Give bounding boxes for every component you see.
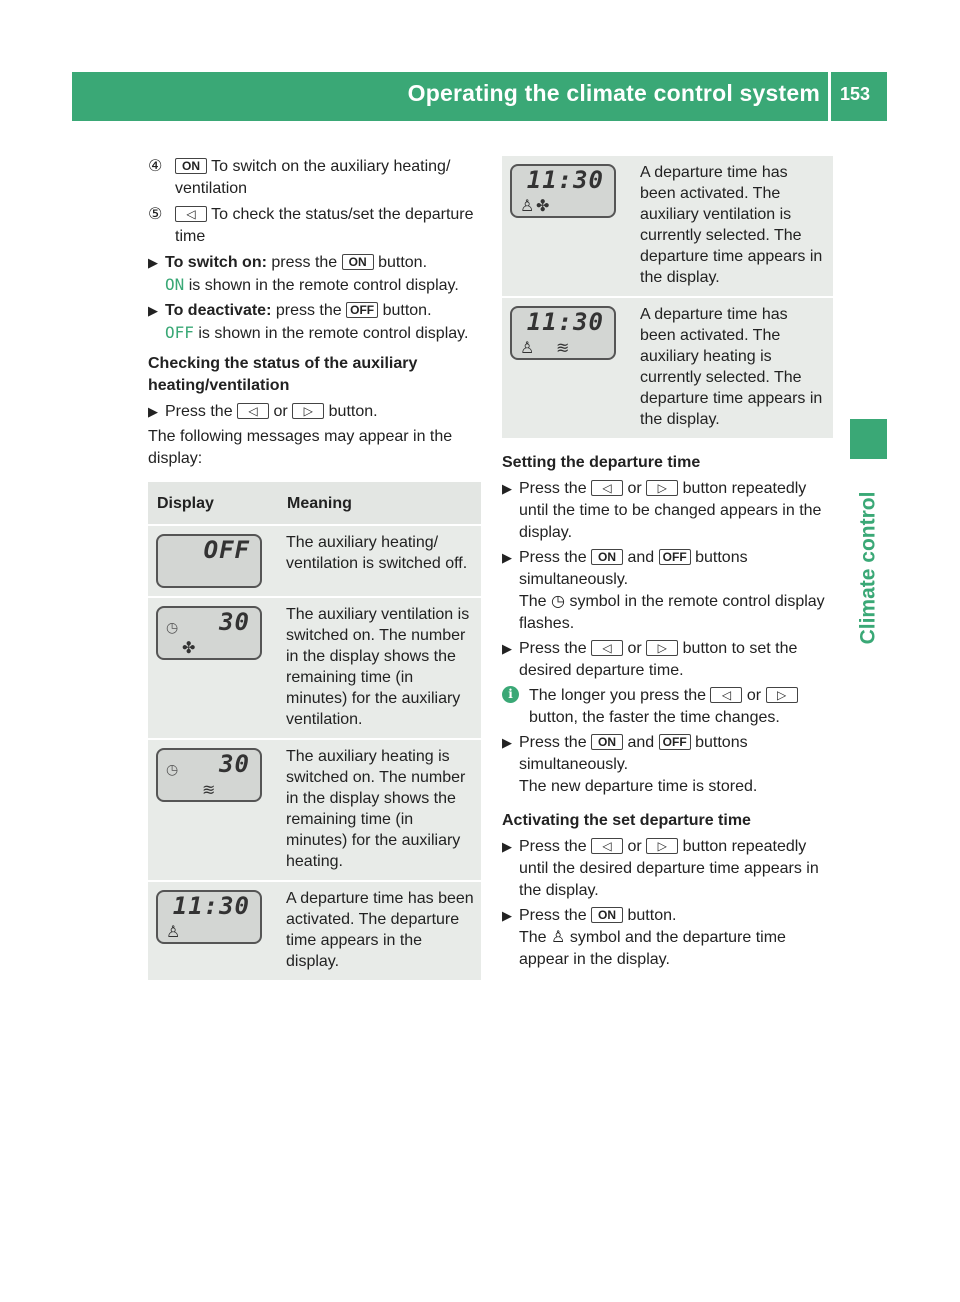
lcd-display [156, 890, 262, 944]
step-continuation: The new departure time is stored. [519, 778, 758, 795]
right-arrow-button: ▷ [646, 640, 678, 656]
side-marker [850, 419, 887, 459]
display-cell [148, 525, 278, 597]
step-continuation [519, 927, 836, 971]
list-item-5 [148, 204, 482, 248]
step-continuation [165, 322, 482, 345]
right-arrow-button: ▷ [646, 838, 678, 854]
meaning-cell: A departure time has been activated. The departure time appears in the display. [278, 881, 481, 980]
table-row [502, 156, 833, 297]
arrow-right-icon: ▶ [502, 735, 512, 750]
step-text: is shown in the remote control display. [198, 325, 469, 342]
display-cell [502, 297, 632, 438]
step-switch-on [148, 252, 482, 297]
table-row [502, 297, 833, 438]
right-arrow-button: ▷ [292, 403, 324, 419]
right-column [502, 156, 836, 974]
left-arrow-button: ◁ [710, 687, 742, 703]
step-text: button. [627, 907, 677, 924]
info-note [502, 685, 836, 729]
intro-text: The following messages may appear in the display: [148, 428, 453, 467]
on-button: ON [591, 907, 623, 923]
display-cell [148, 597, 278, 739]
info-text: or [746, 687, 762, 704]
step-text: Press the [519, 734, 587, 751]
left-arrow-button: ◁ [175, 206, 207, 222]
step-check [148, 401, 482, 423]
lcd-text: 11:30 [526, 166, 604, 194]
right-arrow-button: ▷ [646, 480, 678, 496]
header-separator [828, 72, 831, 121]
step-setting-1 [502, 478, 836, 544]
step-label: To deactivate: [165, 302, 272, 319]
step-activating-2 [502, 905, 836, 971]
step-text: buttons simultaneously. [519, 549, 748, 588]
left-arrow-button: ◁ [591, 838, 623, 854]
step-activating-1 [502, 836, 836, 902]
item-text: To check the status/set the departure time [175, 206, 474, 245]
clock-icon: ◷ [166, 761, 179, 777]
display-cell [502, 156, 632, 297]
lcd-text: OFF [203, 536, 250, 564]
arrow-right-icon: ▶ [502, 908, 512, 923]
off-button: OFF [659, 549, 691, 565]
table-row [148, 739, 481, 881]
side-tab [849, 480, 887, 656]
page-number: 153 [840, 84, 871, 104]
step-text: press the [275, 302, 342, 319]
lcd-text: 11:30 [526, 308, 604, 336]
step-text: The [519, 929, 547, 946]
section-heading: Checking the status of the auxiliary heating/ventilation [148, 355, 418, 394]
step-text: Press the [519, 480, 587, 497]
meaning-cell: A departure time has been activated. The auxiliary ventilation is currently selected. The departure time appears in the display. [632, 156, 833, 297]
step-text: button. [382, 302, 432, 319]
step-text: Press the [519, 907, 587, 924]
on-button: ON [342, 254, 374, 270]
step-text: The [519, 593, 547, 610]
heating-icon: ≋ [556, 340, 570, 357]
heating-icon: ≋ [202, 782, 216, 799]
display-cell [148, 881, 278, 980]
step-text: symbol in the remote control display flashes. [519, 593, 825, 632]
step-text: button. [328, 403, 378, 420]
step-text: and [627, 734, 655, 751]
step-continuation [165, 274, 482, 297]
on-button: ON [591, 549, 623, 565]
left-arrow-button: ◁ [591, 640, 623, 656]
meaning-cell: The auxiliary heating/ ventilation is switched off. [278, 525, 481, 597]
column-header-meaning: Meaning [278, 482, 481, 525]
arrow-right-icon: ▶ [502, 641, 512, 656]
lcd-text: 30 [219, 608, 250, 636]
off-button: OFF [659, 734, 691, 750]
item-number: ④ [148, 158, 163, 175]
item-text: To switch on the auxiliary heating/ ventilation [175, 158, 451, 197]
table-row [148, 881, 481, 980]
step-text: button repeatedly until the time to be changed appears in the display. [519, 480, 822, 541]
seat-icon: ♙ [551, 929, 566, 946]
seat-icon: ♙ [520, 340, 535, 357]
section-heading: Activating the set departure time [502, 812, 751, 829]
step-deactivate [148, 300, 482, 345]
display-text-off: OFF [165, 323, 194, 342]
step-text: button. [378, 254, 428, 271]
lcd-text: 30 [219, 750, 250, 778]
lcd-text: 11:30 [172, 892, 250, 920]
left-arrow-button: ◁ [591, 480, 623, 496]
side-tab-label: Climate control [856, 491, 880, 645]
lcd-display [156, 606, 262, 660]
display-text-on: ON [165, 275, 185, 294]
step-text: button repeatedly until the desired departure time appears in the display. [519, 838, 819, 899]
step-text: buttons simultaneously. [519, 734, 748, 773]
step-text: or [627, 640, 642, 657]
step-text: Press the [519, 640, 587, 657]
meaning-cell: The auxiliary ventilation is switched on. The number in the display shows the remaining time (in minutes) for the auxiliary ventilation. [278, 597, 481, 739]
step-setting-3 [502, 638, 836, 682]
lcd-display [156, 534, 262, 588]
on-button: ON [591, 734, 623, 750]
right-arrow-button: ▷ [766, 687, 798, 703]
left-arrow-button: ◁ [237, 403, 269, 419]
column-header-display: Display [148, 482, 278, 525]
step-text: or [273, 403, 288, 420]
list-item-4 [148, 156, 482, 200]
page-title: Operating the climate control system [407, 80, 820, 106]
step-text: is shown in the remote control display. [188, 277, 459, 294]
fan-icon: ✤ [536, 198, 550, 215]
step-label: To switch on: [165, 254, 267, 271]
seat-icon: ♙ [520, 198, 535, 215]
step-setting-4 [502, 732, 836, 798]
fan-icon: ✤ [182, 640, 196, 657]
step-text: button to set the desired departure time. [519, 640, 798, 679]
arrow-right-icon: ▶ [148, 404, 158, 419]
display-table-continued [502, 156, 833, 438]
meaning-cell: The auxiliary heating is switched on. The number in the display shows the remaining time (in minutes) for the auxiliary heating. [278, 739, 481, 881]
step-text: Press the [165, 403, 233, 420]
table-row [148, 525, 481, 597]
info-icon: i [502, 686, 519, 703]
table-row [148, 597, 481, 739]
step-text: symbol and the departure time appear in the display. [519, 929, 786, 968]
display-table [148, 482, 481, 980]
step-text: press the [271, 254, 338, 271]
off-button: OFF [346, 302, 378, 318]
clock-icon: ◷ [166, 619, 179, 635]
step-text: Press the [519, 549, 587, 566]
info-text: The longer you press the [529, 687, 706, 704]
step-text: or [627, 480, 642, 497]
arrow-right-icon: ▶ [502, 839, 512, 854]
seat-icon: ♙ [166, 924, 181, 941]
step-text: or [627, 838, 642, 855]
arrow-right-icon: ▶ [148, 303, 158, 318]
clock-icon: ◷ [551, 593, 565, 610]
lcd-display [510, 306, 616, 360]
step-setting-2 [502, 547, 836, 635]
info-text: button, the faster the time changes. [529, 709, 780, 726]
meaning-cell: A departure time has been activated. The auxiliary heating is currently selected. The departure time appears in the display. [632, 297, 833, 438]
display-cell [148, 739, 278, 881]
item-number: ⑤ [148, 206, 163, 223]
lcd-display [510, 164, 616, 218]
step-text: Press the [519, 838, 587, 855]
on-button: ON [175, 158, 207, 174]
section-heading: Setting the departure time [502, 454, 701, 471]
arrow-right-icon: ▶ [502, 550, 512, 565]
step-text: and [627, 549, 655, 566]
arrow-right-icon: ▶ [148, 255, 158, 270]
step-continuation [519, 591, 836, 635]
arrow-right-icon: ▶ [502, 481, 512, 496]
left-column [148, 156, 482, 980]
lcd-display [156, 748, 262, 802]
